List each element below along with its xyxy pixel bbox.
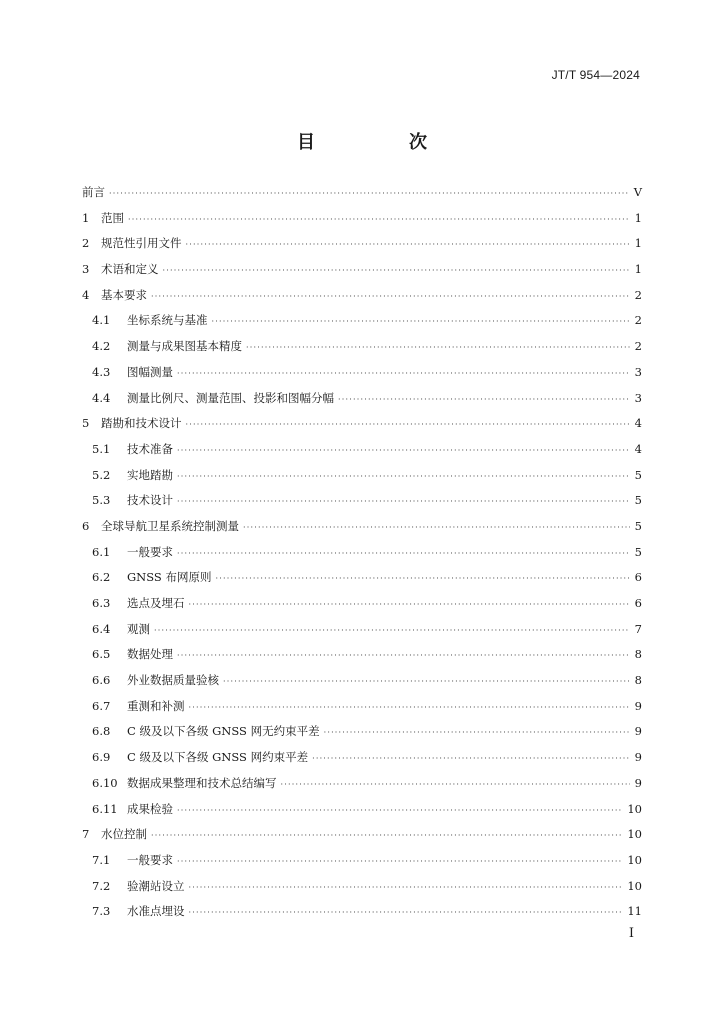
toc-entry[interactable]: [82, 544, 642, 570]
toc-entry[interactable]: [82, 672, 642, 698]
toc-entry-number: 4.4: [92, 390, 111, 405]
toc-entry-label: 数据成果整理和技术总结编写: [127, 775, 277, 790]
toc-entry-page: 9: [634, 698, 642, 713]
toc-leader-dots: [215, 575, 630, 583]
toc-leader-dots: [189, 909, 624, 917]
toc-leader-dots: [246, 344, 630, 352]
toc-entry-page: 11: [627, 904, 642, 919]
toc-entry-page: Ⅴ: [633, 185, 642, 199]
toc-entry-label: 图幅测量: [127, 364, 173, 379]
page-title: 目 次: [297, 132, 465, 153]
toc-entry[interactable]: [82, 749, 642, 775]
toc-entry-page: 3: [634, 364, 642, 379]
toc-entry-label: GNSS 布网原则: [127, 570, 212, 585]
toc-entry[interactable]: [82, 518, 642, 544]
toc-entry-number: 5: [82, 416, 90, 431]
toc-leader-dots: [177, 447, 630, 455]
toc-entry-label: C 级及以下各级 GNSS 网约束平差: [127, 750, 309, 765]
page-number: I: [628, 926, 634, 941]
toc-entry[interactable]: [82, 878, 642, 904]
toc-leader-dots: [177, 370, 630, 378]
toc-entry[interactable]: [82, 492, 642, 518]
toc-leader-dots: [151, 832, 623, 840]
toc-entry-label: 水准点埋设: [127, 904, 185, 919]
toc-entry-label: 技术准备: [127, 441, 173, 456]
toc-entry-page: 10: [627, 852, 642, 867]
toc-entry-label: 术语和定义: [101, 262, 159, 277]
toc-leader-dots: [186, 421, 631, 429]
toc-entry[interactable]: [82, 852, 642, 878]
toc-entry-page: 2: [634, 287, 642, 302]
toc-leader-dots: [312, 755, 630, 763]
table-of-contents: [82, 184, 642, 929]
toc-entry-label: 测量与成果图基本精度: [127, 339, 242, 354]
toc-entry-number: 5.2: [92, 467, 111, 482]
toc-entry-number: 6.5: [92, 647, 111, 662]
toc-entry-page: 8: [634, 673, 642, 688]
toc-entry-number: 6.6: [92, 673, 111, 688]
toc-entry-number: 6.11: [92, 801, 118, 816]
toc-entry-page: 4: [634, 416, 642, 431]
toc-leader-dots: [189, 704, 631, 712]
toc-entry-label: 一般要求: [127, 544, 173, 559]
toc-leader-dots: [223, 678, 630, 686]
toc-entry-number: 6.8: [92, 724, 111, 739]
toc-entry-number: 5.3: [92, 493, 111, 508]
toc-leader-dots: [109, 190, 630, 198]
toc-entry-label: 坐标系统与基准: [127, 313, 208, 328]
toc-leader-dots: [151, 293, 630, 301]
toc-entry-label: 水位控制: [101, 827, 147, 842]
toc-entry-number: 7.3: [92, 904, 111, 919]
toc-entry-label: 选点及埋石: [127, 596, 185, 610]
toc-entry-label: 验潮站设立: [127, 878, 185, 893]
toc-entry-number: 5.1: [92, 441, 111, 456]
toc-entry-page: 9: [634, 750, 642, 765]
toc-entry-page: 5: [634, 467, 642, 482]
toc-entry-page: 10: [627, 878, 642, 893]
toc-entry-page: 5: [634, 544, 642, 559]
toc-leader-dots: [338, 396, 630, 404]
toc-entry-page: 7: [634, 621, 642, 636]
toc-leader-dots: [177, 550, 630, 558]
toc-entry-number: 2: [82, 236, 90, 251]
toc-leader-dots: [324, 729, 630, 737]
toc-entry-page: 4: [634, 441, 642, 456]
toc-entry-page: 8: [634, 647, 642, 662]
toc-entry-page: 1: [634, 236, 642, 251]
toc-entry[interactable]: [82, 595, 642, 621]
toc-entry-label: 范围: [101, 210, 124, 225]
toc-entry-label: 重测和补测: [127, 698, 185, 713]
toc-entry-label: 观测: [127, 621, 150, 636]
toc-entry-number: 6.3: [92, 596, 111, 610]
toc-entry[interactable]: [82, 441, 642, 467]
toc-entry[interactable]: [82, 184, 642, 210]
toc-entry-label: 测量比例尺、测量范围、投影和图幅分幅: [127, 390, 334, 405]
toc-leader-dots: [163, 267, 631, 275]
toc-entry-number: 7.2: [92, 878, 111, 893]
toc-leader-dots: [281, 781, 631, 789]
toc-entry-page: 3: [634, 390, 642, 405]
toc-entry-number: 6.2: [92, 570, 111, 585]
toc-entry-number: 6.10: [92, 775, 118, 790]
toc-entry-page: 1: [634, 262, 642, 277]
toc-leader-dots: [189, 601, 631, 609]
toc-entry[interactable]: [82, 415, 642, 441]
toc-entry-label: 规范性引用文件: [101, 236, 182, 251]
toc-entry-label: 技术设计: [127, 493, 173, 508]
toc-entry-label: 全球导航卫星系统控制测量: [101, 518, 239, 533]
toc-entry[interactable]: [82, 338, 642, 364]
toc-entry-number: 6.4: [92, 621, 111, 636]
toc-entry[interactable]: [82, 467, 642, 493]
toc-leader-dots: [154, 627, 630, 635]
toc-entry-number: 4: [82, 287, 90, 302]
toc-entry-page: 6: [634, 570, 642, 585]
toc-entry-label: 踏勘和技术设计: [101, 416, 182, 431]
toc-entry[interactable]: [82, 210, 642, 236]
toc-entry-number: 6.9: [92, 750, 111, 765]
document-code: JT/T 954—2024: [551, 68, 640, 82]
toc-entry-number: 6.1: [92, 544, 111, 559]
toc-entry[interactable]: [82, 698, 642, 724]
toc-entry-page: 6: [634, 596, 642, 610]
toc-entry-label: 基本要求: [101, 287, 147, 302]
toc-entry-number: 4.2: [92, 339, 111, 354]
toc-entry-number: 4.1: [92, 313, 111, 328]
toc-entry-page: 10: [627, 827, 642, 842]
toc-entry-label: 外业数据质量验核: [127, 673, 219, 688]
toc-entry-label: C 级及以下各级 GNSS 网无约束平差: [127, 724, 320, 739]
toc-leader-dots: [177, 807, 623, 815]
toc-entry-number: 1: [82, 210, 90, 225]
toc-leader-dots: [189, 884, 624, 892]
toc-entry-number: 3: [82, 262, 90, 277]
toc-entry[interactable]: [82, 801, 642, 827]
toc-entry[interactable]: [82, 646, 642, 672]
toc-entry[interactable]: [82, 569, 642, 595]
toc-entry-number: 6: [82, 518, 90, 533]
toc-entry-label: 实地踏勘: [127, 467, 173, 482]
toc-entry-page: 9: [634, 724, 642, 739]
toc-entry[interactable]: [82, 775, 642, 801]
toc-entry-number: 7: [82, 827, 90, 842]
toc-entry[interactable]: [82, 287, 642, 313]
toc-leader-dots: [128, 216, 630, 224]
toc-entry[interactable]: [82, 390, 642, 416]
toc-leader-dots: [243, 524, 630, 532]
toc-entry[interactable]: [82, 903, 642, 929]
toc-entry-page: 9: [634, 775, 642, 790]
toc-entry-number: 7.1: [92, 852, 111, 867]
toc-entry[interactable]: [82, 826, 642, 852]
toc-leader-dots: [212, 318, 631, 326]
toc-entry-page: 1: [634, 210, 642, 225]
toc-entry-label: 数据处理: [127, 647, 173, 662]
toc-leader-dots: [186, 241, 631, 249]
toc-entry-page: 5: [634, 518, 642, 533]
toc-entry[interactable]: [82, 364, 642, 390]
toc-entry[interactable]: [82, 261, 642, 287]
toc-entry-label: 前言: [82, 185, 105, 199]
toc-entry-number: 6.7: [92, 698, 111, 713]
toc-leader-dots: [177, 498, 630, 506]
toc-entry[interactable]: [82, 312, 642, 338]
toc-leader-dots: [177, 652, 630, 660]
toc-entry-page: 2: [634, 339, 642, 354]
toc-leader-dots: [177, 858, 623, 866]
toc-entry[interactable]: [82, 723, 642, 749]
toc-entry-label: 一般要求: [127, 852, 173, 867]
toc-entry-page: 10: [627, 801, 642, 816]
toc-entry-number: 4.3: [92, 364, 111, 379]
toc-entry-page: 5: [634, 493, 642, 508]
toc-entry-label: 成果检验: [127, 801, 173, 816]
toc-entry[interactable]: [82, 621, 642, 647]
toc-entry-page: 2: [634, 313, 642, 328]
toc-leader-dots: [177, 473, 630, 481]
toc-entry[interactable]: [82, 235, 642, 261]
